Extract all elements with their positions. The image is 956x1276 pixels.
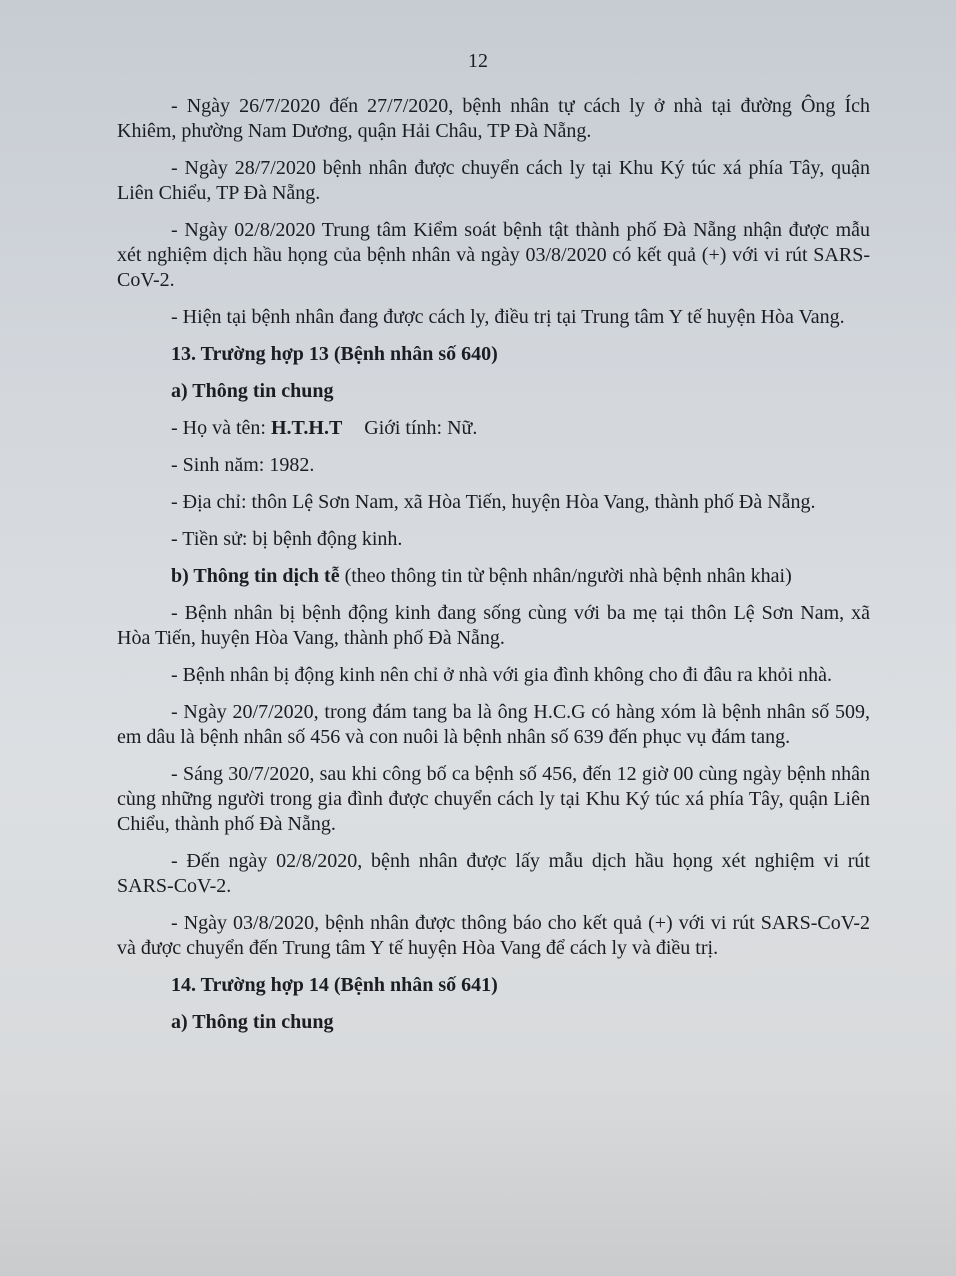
case13-name-line (117, 416, 870, 441)
case13-history: - Tiền sử: bị bệnh động kinh. (171, 528, 403, 550)
paragraph-test-result: - Ngày 02/8/2020 Trung tâm Kiểm soát bệnh tật thành phố Đà Nẵng nhận được mẫu xét nghiệm dịch hầu họng của bệnh nhân và ngày 03/8/2020 có kết quả (+) với vi rút SARS-CoV-2. (117, 219, 870, 291)
case13-epi-isolation: - Sáng 30/7/2020, sau khi công bố ca bệnh số 456, đến 12 giờ 00 cùng ngày bệnh nhân cùng những người trong gia đình được chuyển cách ly tại Khu Ký túc xá phía Tây, quận Liên Chiểu, thành phố Đà Nẵng. (117, 763, 870, 835)
name-label: - Họ và tên: (171, 417, 271, 439)
case14-general-info-heading: a) Thông tin chung (171, 1011, 334, 1033)
case13-birth-year: - Sinh năm: 1982. (171, 454, 315, 476)
gender-value: Giới tính: Nữ. (364, 417, 478, 439)
name-value: H.T.H.T (270, 417, 343, 439)
case13-epi-stay-home: - Bệnh nhân bị động kinh nên chỉ ở nhà với gia đình không cho đi đâu ra khỏi nhà. (171, 664, 833, 686)
case14-heading: 14. Trường hợp 14 (Bệnh nhân số 641) (171, 974, 498, 996)
case13-epi-sampling: - Đến ngày 02/8/2020, bệnh nhân được lấy mẫu dịch hầu họng xét nghiệm vi rút SARS-CoV-2. (117, 850, 870, 897)
case13-heading: 13. Trường hợp 13 (Bệnh nhân số 640) (171, 343, 498, 365)
epidemiology-title: b) Thông tin dịch tễ (171, 565, 340, 587)
case13-address: - Địa chỉ: thôn Lệ Sơn Nam, xã Hòa Tiến, huyện Hòa Vang, thành phố Đà Nẵng. (171, 491, 816, 513)
case13-epidemiology-heading (117, 564, 870, 589)
page-number: 12 (468, 50, 488, 72)
epidemiology-note: (theo thông tin từ bệnh nhân/người nhà bệnh nhân khai) (339, 565, 792, 587)
case13-epi-funeral: - Ngày 20/7/2020, trong đám tang ba là ông H.C.G có hàng xóm là bệnh nhân số 509, em dâu là bệnh nhân số 456 và con nuôi là bệnh nhân số 639 đến phục vụ đám tang. (117, 701, 870, 748)
case13-epi-result: - Ngày 03/8/2020, bệnh nhân được thông báo cho kết quả (+) với vi rút SARS-CoV-2 và được chuyển đến Trung tâm Y tế huyện Hòa Vang để cách ly và điều trị. (117, 912, 870, 959)
paragraph-isolation-home: - Ngày 26/7/2020 đến 27/7/2020, bệnh nhân tự cách ly ở nhà tại đường Ông Ích Khiêm, phường Nam Dương, quận Hải Châu, TP Đà Nẵng. (117, 95, 870, 142)
case13-epi-living: - Bệnh nhân bị bệnh động kinh đang sống cùng với ba mẹ tại thôn Lệ Sơn Nam, xã Hòa Tiến, huyện Hòa Vang, thành phố Đà Nẵng. (117, 602, 870, 649)
document-body (117, 94, 870, 1047)
paragraph-isolation-dorm: - Ngày 28/7/2020 bệnh nhân được chuyển cách ly tại Khu Ký túc xá phía Tây, quận Liên Chiểu, TP Đà Nẵng. (117, 157, 870, 204)
paragraph-current-status: - Hiện tại bệnh nhân đang được cách ly, điều trị tại Trung tâm Y tế huyện Hòa Vang. (171, 306, 845, 328)
case13-general-info-heading: a) Thông tin chung (171, 380, 334, 402)
